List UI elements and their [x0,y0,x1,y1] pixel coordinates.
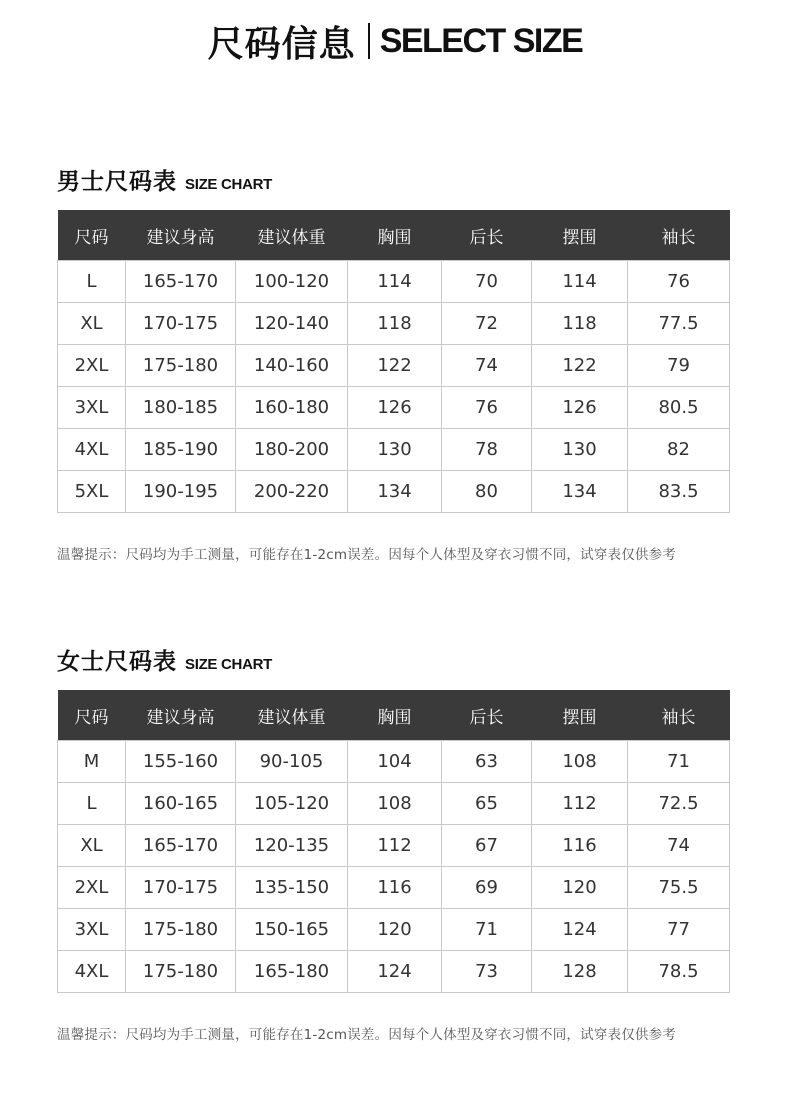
table-cell: 3XL [58,387,126,429]
table-row [58,471,730,513]
table-cell: 104 [348,741,442,783]
table-row [58,867,730,909]
column-header: 建议体重 [236,210,348,261]
table-cell: 70 [442,261,532,303]
table-cell: 140-160 [236,345,348,387]
table-cell: 134 [532,471,628,513]
table-cell: 160-180 [236,387,348,429]
table-cell: 122 [348,345,442,387]
table-row [58,429,730,471]
table-cell: 4XL [58,429,126,471]
table-cell: M [58,741,126,783]
table-cell: 74 [628,825,730,867]
table-cell: 72.5 [628,783,730,825]
table-cell: 114 [532,261,628,303]
women-size-section [57,638,729,1043]
column-header: 袖长 [628,690,730,741]
table-cell: 165-180 [236,951,348,993]
table-cell: 76 [442,387,532,429]
column-header: 摆围 [532,210,628,261]
page-title-en: SELECT SIZE [379,21,583,60]
table-cell: 82 [628,429,730,471]
table-cell: 100-120 [236,261,348,303]
page-title-cn: 尺码信息 [207,23,356,65]
table-cell: 77.5 [628,303,730,345]
table-cell: 3XL [58,909,126,951]
table-cell: 134 [348,471,442,513]
table-cell: 73 [442,951,532,993]
table-cell: 105-120 [236,783,348,825]
table-cell: 175-180 [126,951,236,993]
men-size-note: 温馨提示：尺码均为手工测量，可能存在1-2cm误差。因每个人体型及穿衣习惯不同，试穿表仅供参考 [57,547,677,563]
table-cell: 124 [532,909,628,951]
table-cell: 77 [628,909,730,951]
table-cell: 78 [442,429,532,471]
table-cell: 80 [442,471,532,513]
column-header: 建议身高 [126,210,236,261]
table-cell: 120 [532,867,628,909]
women-title-cn: 女士尺码表 [57,649,177,675]
table-cell: 122 [532,345,628,387]
table-cell: 116 [348,867,442,909]
table-cell: 108 [532,741,628,783]
table-header-row [58,210,730,261]
table-cell: 165-170 [126,261,236,303]
table-cell: 76 [628,261,730,303]
table-cell: 78.5 [628,951,730,993]
table-cell: 126 [532,387,628,429]
table-cell: L [58,783,126,825]
column-header: 袖长 [628,210,730,261]
table-row [58,387,730,429]
table-cell: 80.5 [628,387,730,429]
column-header: 尺码 [58,690,126,741]
table-cell: 67 [442,825,532,867]
table-cell: 2XL [58,345,126,387]
table-cell: 155-160 [126,741,236,783]
women-size-note: 温馨提示：尺码均为手工测量，可能存在1-2cm误差。因每个人体型及穿衣习惯不同，试穿表仅供参考 [57,1027,677,1043]
table-cell: 90-105 [236,741,348,783]
table-cell: 124 [348,951,442,993]
table-row [58,783,730,825]
table-cell: 126 [348,387,442,429]
table-cell: 112 [348,825,442,867]
table-cell: 130 [348,429,442,471]
column-header: 胸围 [348,690,442,741]
title-divider [368,23,370,59]
table-cell: 116 [532,825,628,867]
column-header: 胸围 [348,210,442,261]
table-cell: 180-185 [126,387,236,429]
table-cell: 170-175 [126,867,236,909]
table-cell: 118 [532,303,628,345]
table-cell: 120-140 [236,303,348,345]
table-row [58,951,730,993]
table-cell: 4XL [58,951,126,993]
table-header-row [58,690,730,741]
table-cell: 128 [532,951,628,993]
table-cell: 150-165 [236,909,348,951]
men-title-en: SIZE CHART [185,176,273,193]
table-cell: 2XL [58,867,126,909]
table-cell: 185-190 [126,429,236,471]
table-cell: 69 [442,867,532,909]
table-cell: 83.5 [628,471,730,513]
men-size-section [57,158,729,563]
table-cell: 65 [442,783,532,825]
table-row [58,825,730,867]
table-cell: 170-175 [126,303,236,345]
column-header: 建议身高 [126,690,236,741]
men-section-title [57,158,729,196]
page-header [0,18,790,64]
table-cell: L [58,261,126,303]
table-cell: 75.5 [628,867,730,909]
table-cell: 120 [348,909,442,951]
table-cell: 200-220 [236,471,348,513]
women-section-title [57,638,729,676]
table-cell: 190-195 [126,471,236,513]
table-row [58,909,730,951]
table-cell: 160-165 [126,783,236,825]
table-cell: 130 [532,429,628,471]
column-header: 摆围 [532,690,628,741]
table-cell: 74 [442,345,532,387]
table-cell: 120-135 [236,825,348,867]
table-cell: 5XL [58,471,126,513]
column-header: 尺码 [58,210,126,261]
table-cell: 180-200 [236,429,348,471]
table-cell: 114 [348,261,442,303]
table-cell: 175-180 [126,345,236,387]
women-title-en: SIZE CHART [185,656,273,673]
women-size-table [57,690,730,993]
table-row [58,741,730,783]
table-cell: 79 [628,345,730,387]
table-cell: 165-170 [126,825,236,867]
men-title-cn: 男士尺码表 [57,169,177,195]
men-size-table [57,210,730,513]
table-cell: 118 [348,303,442,345]
column-header: 后长 [442,690,532,741]
column-header: 建议体重 [236,690,348,741]
table-row [58,303,730,345]
table-cell: 108 [348,783,442,825]
table-cell: XL [58,825,126,867]
table-cell: 112 [532,783,628,825]
table-cell: 175-180 [126,909,236,951]
table-cell: 72 [442,303,532,345]
table-cell: 71 [628,741,730,783]
table-cell: 71 [442,909,532,951]
table-row [58,261,730,303]
table-row [58,345,730,387]
table-cell: XL [58,303,126,345]
table-cell: 135-150 [236,867,348,909]
table-cell: 63 [442,741,532,783]
column-header: 后长 [442,210,532,261]
